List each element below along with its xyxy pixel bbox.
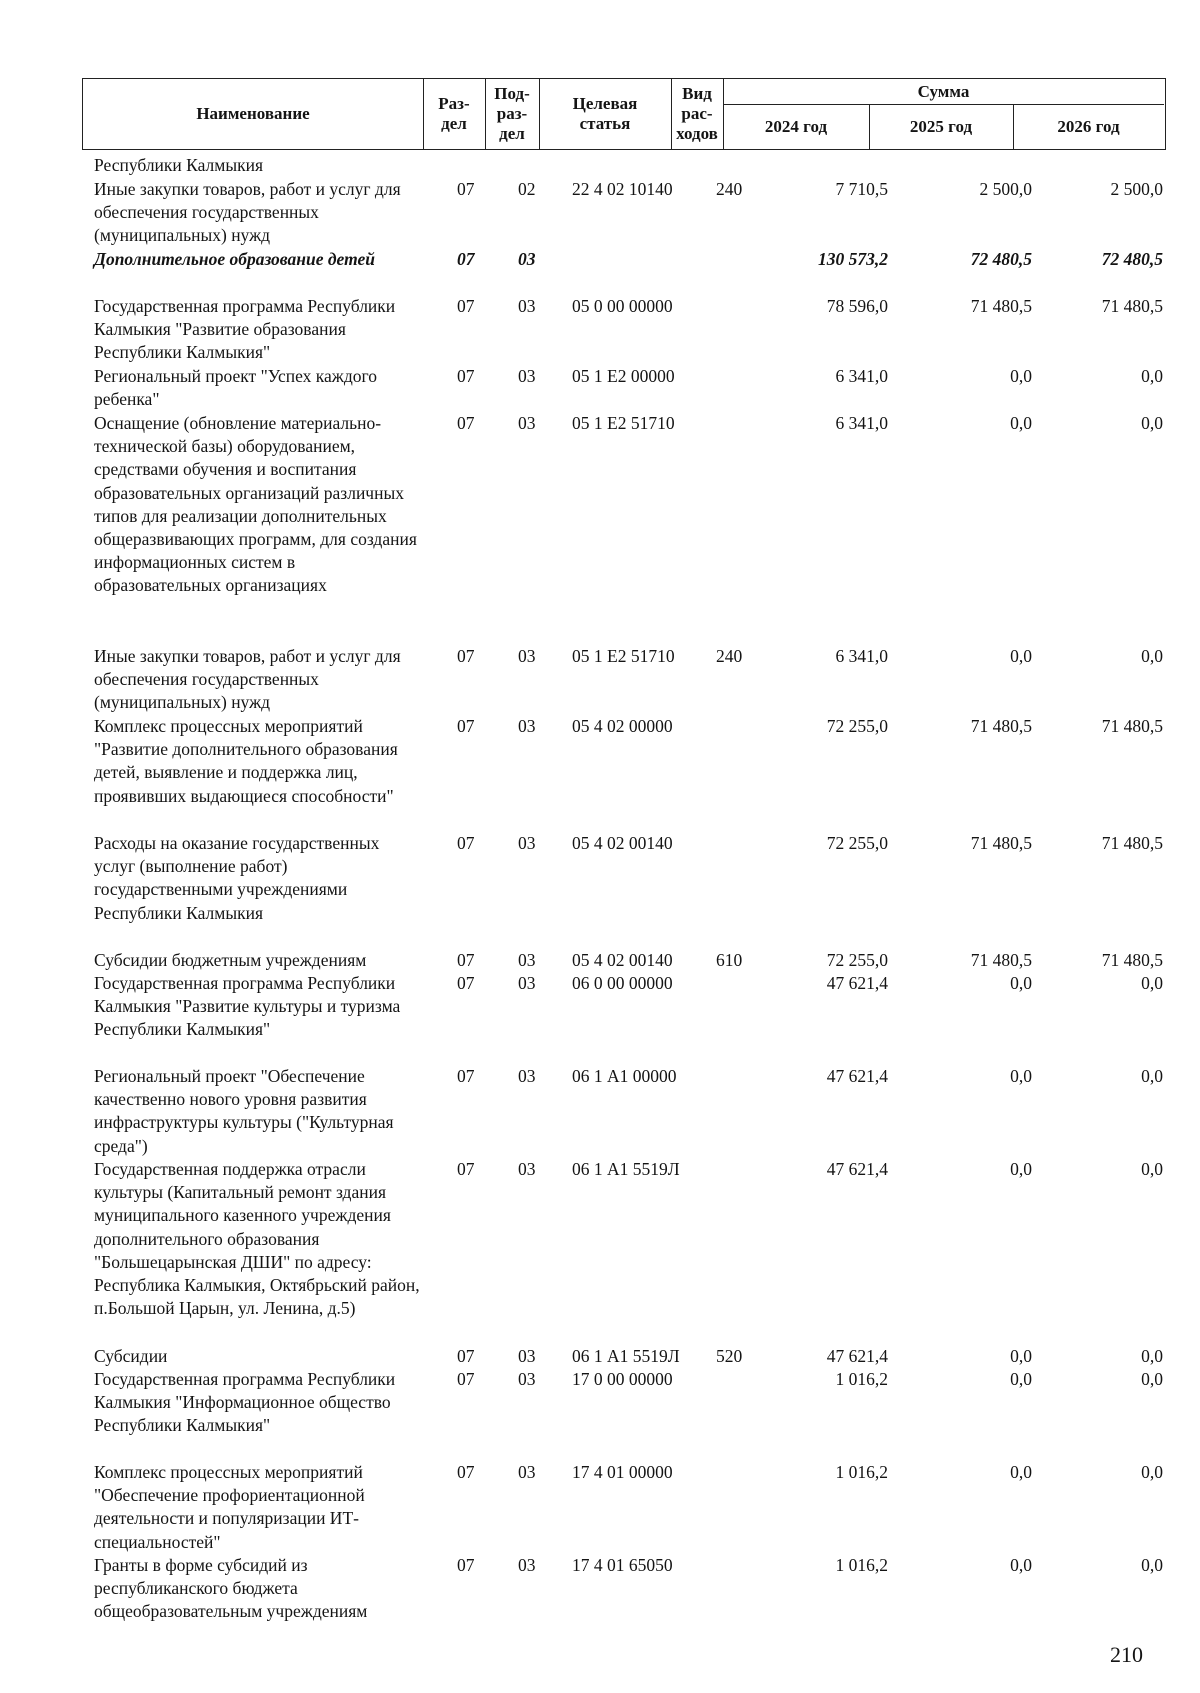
row-name: Дополнительное образование детей [94, 249, 375, 269]
row-2026: 0,0 [1141, 1555, 1163, 1575]
row-2026: 0,0 [1141, 413, 1163, 433]
row-2025: 0,0 [1010, 1159, 1032, 1179]
row-2024: 72 255,0 [826, 950, 888, 970]
row-razdel: 07 [457, 366, 475, 386]
header-podrazdel-line2: раз- [496, 103, 528, 123]
header-2025 [869, 105, 1013, 148]
row-2024: 1 016,2 [835, 1462, 888, 1482]
row-2024: 72 255,0 [826, 716, 888, 736]
row-2024: 7 710,5 [835, 179, 888, 199]
header-stat [539, 79, 671, 148]
row-stat: 05 1 Е2 51710 [572, 413, 675, 433]
row-stat: 06 1 А1 5519Л [572, 1346, 680, 1366]
row-stat: 22 4 02 10140 [572, 179, 673, 199]
row-2024: 6 341,0 [835, 366, 888, 386]
row-podrazdel: 03 [518, 366, 536, 386]
row-name: Субсидии бюджетным учреждениям [94, 950, 367, 970]
row-podrazdel: 03 [518, 296, 536, 316]
row-2024: 78 596,0 [826, 296, 888, 316]
row-2026: 71 480,5 [1101, 296, 1163, 316]
header-vid-line1: Вид [682, 83, 712, 103]
row-vid: 240 [716, 179, 743, 199]
header-vid-line3: ходов [676, 123, 718, 143]
row-2024: 1 016,2 [835, 1369, 888, 1389]
row-razdel: 07 [457, 179, 475, 199]
header-2024 [723, 105, 869, 148]
header-name [83, 79, 423, 148]
row-2024: 130 573,2 [818, 249, 888, 269]
row-2025: 0,0 [1010, 1346, 1032, 1366]
row-stat: 06 1 А1 5519Л [572, 1159, 680, 1179]
header-2025-label: 2025 год [909, 116, 973, 136]
row-2024: 47 621,4 [826, 1346, 888, 1366]
header-stat-line2: статья [579, 113, 631, 133]
row-2024: 47 621,4 [826, 973, 888, 993]
row-2025: 0,0 [1010, 413, 1032, 433]
row-2026: 0,0 [1141, 1159, 1163, 1179]
row-podrazdel: 03 [518, 716, 536, 736]
row-name: Комплекс процессных мероприятий "Обеспечение профориентационной деятельности и популяризации ИТ-специальностей" [94, 1462, 365, 1552]
row-name: Республики Калмыкия [94, 155, 264, 175]
row-name: Субсидии [94, 1346, 168, 1366]
row-razdel: 07 [457, 716, 475, 736]
row-2026: 71 480,5 [1101, 716, 1163, 736]
row-stat: 06 0 00 00000 [572, 973, 673, 993]
row-2025: 0,0 [1010, 1462, 1032, 1482]
header-razdel [423, 79, 485, 148]
header-2026-label: 2026 год [1057, 116, 1120, 136]
row-2026: 0,0 [1141, 1066, 1163, 1086]
row-stat: 05 4 02 00000 [572, 716, 673, 736]
table-header [82, 78, 1166, 150]
row-2026: 0,0 [1141, 366, 1163, 386]
row-stat: 05 0 00 00000 [572, 296, 673, 316]
row-2025: 0,0 [1010, 1066, 1032, 1086]
header-name-label: Наименование [196, 103, 310, 123]
row-2026: 0,0 [1141, 1462, 1163, 1482]
row-razdel: 07 [457, 950, 475, 970]
row-2025: 2 500,0 [979, 179, 1032, 199]
row-podrazdel: 03 [518, 646, 536, 666]
row-stat: 06 1 А1 00000 [572, 1066, 677, 1086]
row-2025: 71 480,5 [970, 833, 1032, 853]
row-vid: 520 [716, 1346, 743, 1366]
page-number: 210 [1110, 1642, 1143, 1667]
row-razdel: 07 [457, 1346, 475, 1366]
row-podrazdel: 03 [518, 1159, 536, 1179]
row-name: Государственная программа Республики Калмыкия "Развитие образования Республики Калмыкия" [94, 296, 396, 363]
row-name: Гранты в форме субсидий из республиканского бюджета общеобразовательным учреждениям [94, 1555, 368, 1622]
header-podrazdel-line1: Под- [494, 83, 530, 103]
row-stat: 05 1 Е2 51710 [572, 646, 675, 666]
header-razdel-line1: Раз- [438, 93, 470, 113]
row-2026: 0,0 [1141, 1346, 1163, 1366]
row-razdel: 07 [457, 973, 475, 993]
row-2025: 72 480,5 [970, 249, 1032, 269]
row-name: Государственная поддержка отрасли культуры (Капитальный ремонт здания муниципального казенного учреждения дополнительного образования "Большецарынская ДШИ" по адресу: Республика Калмыкия, Октябрьский район, п.Большой Царын, ул. Ленина, д.5) [94, 1159, 420, 1319]
row-razdel: 07 [457, 1159, 475, 1179]
row-2025: 0,0 [1010, 973, 1032, 993]
row-2024: 6 341,0 [835, 646, 888, 666]
row-2024: 47 621,4 [826, 1159, 888, 1179]
row-razdel: 07 [457, 1066, 475, 1086]
row-name: Комплекс процессных мероприятий "Развитие дополнительного образования детей, выявление и поддержка лиц, проявивших выдающиеся способности" [94, 716, 398, 806]
row-podrazdel: 03 [518, 1066, 536, 1086]
row-2025: 0,0 [1010, 366, 1032, 386]
row-vid: 240 [716, 646, 743, 666]
row-2024: 47 621,4 [826, 1066, 888, 1086]
row-2025: 71 480,5 [970, 296, 1032, 316]
row-name: Региональный проект "Обеспечение качественно нового уровня развития инфраструктуры культуры ("Культурная среда") [94, 1066, 394, 1156]
header-podrazdel-line3: дел [499, 123, 525, 143]
row-podrazdel: 03 [518, 1369, 536, 1389]
row-stat: 17 4 01 65050 [572, 1555, 673, 1575]
row-2024: 1 016,2 [835, 1555, 888, 1575]
header-vid [671, 79, 723, 148]
header-podrazdel [485, 79, 539, 148]
row-podrazdel: 03 [518, 1555, 536, 1575]
row-podrazdel: 03 [518, 950, 536, 970]
row-podrazdel: 02 [518, 179, 536, 199]
row-name: Государственная программа Республики Калмыкия "Развитие культуры и туризма Республики Калмыкия" [94, 973, 401, 1040]
row-podrazdel: 03 [518, 1346, 536, 1366]
row-podrazdel: 03 [518, 413, 536, 433]
row-razdel: 07 [457, 1462, 475, 1482]
row-name: Иные закупки товаров, работ и услуг для обеспечения государственных (муниципальных) нужд [94, 179, 401, 246]
row-2025: 71 480,5 [970, 716, 1032, 736]
row-podrazdel: 03 [518, 973, 536, 993]
row-2026: 0,0 [1141, 1369, 1163, 1389]
row-2025: 0,0 [1010, 646, 1032, 666]
row-name: Региональный проект "Успех каждого ребенка" [94, 366, 378, 410]
row-stat: 17 0 00 00000 [572, 1369, 673, 1389]
row-podrazdel: 03 [518, 249, 536, 269]
row-razdel: 07 [457, 833, 475, 853]
row-razdel: 07 [457, 1369, 475, 1389]
row-razdel: 07 [457, 413, 475, 433]
header-stat-line1: Целевая [572, 93, 638, 113]
row-vid: 610 [716, 950, 743, 970]
row-podrazdel: 03 [518, 833, 536, 853]
row-2026: 0,0 [1141, 973, 1163, 993]
row-2026: 71 480,5 [1101, 950, 1163, 970]
row-name: Оснащение (обновление материально-технической базы) оборудованием, средствами обучения и воспитания образовательных организаций различных типов для реализации дополнительных общеразвивающих программ, для создания информационных систем в образовательных организациях [94, 413, 417, 596]
row-razdel: 07 [457, 296, 475, 316]
header-2024-label: 2024 год [764, 116, 828, 136]
row-2024: 72 255,0 [826, 833, 888, 853]
row-stat: 17 4 01 00000 [572, 1462, 673, 1482]
header-vid-line2: рас- [681, 103, 713, 123]
row-2025: 0,0 [1010, 1369, 1032, 1389]
row-2026: 71 480,5 [1101, 833, 1163, 853]
row-name: Государственная программа Республики Калмыкия "Информационное общество Республики Калмыкия" [94, 1369, 396, 1436]
row-2024: 6 341,0 [835, 413, 888, 433]
header-2026 [1013, 105, 1164, 148]
row-name: Иные закупки товаров, работ и услуг для обеспечения государственных (муниципальных) нужд [94, 646, 401, 713]
row-stat: 05 1 Е2 00000 [572, 366, 675, 386]
header-razdel-line2: дел [441, 113, 467, 133]
row-stat: 05 4 02 00140 [572, 950, 673, 970]
row-name: Расходы на оказание государственных услуг (выполнение работ) государственными учреждениями Республики Калмыкия [94, 833, 380, 923]
row-2025: 0,0 [1010, 1555, 1032, 1575]
row-podrazdel: 03 [518, 1462, 536, 1482]
row-razdel: 07 [457, 1555, 475, 1575]
row-razdel: 07 [457, 646, 475, 666]
header-summa [723, 79, 1164, 104]
row-stat: 05 4 02 00140 [572, 833, 673, 853]
row-2026: 72 480,5 [1101, 249, 1163, 269]
row-razdel: 07 [457, 249, 475, 269]
row-2026: 2 500,0 [1110, 179, 1163, 199]
header-summa-label: Сумма [917, 81, 970, 101]
row-2026: 0,0 [1141, 646, 1163, 666]
row-2025: 71 480,5 [970, 950, 1032, 970]
